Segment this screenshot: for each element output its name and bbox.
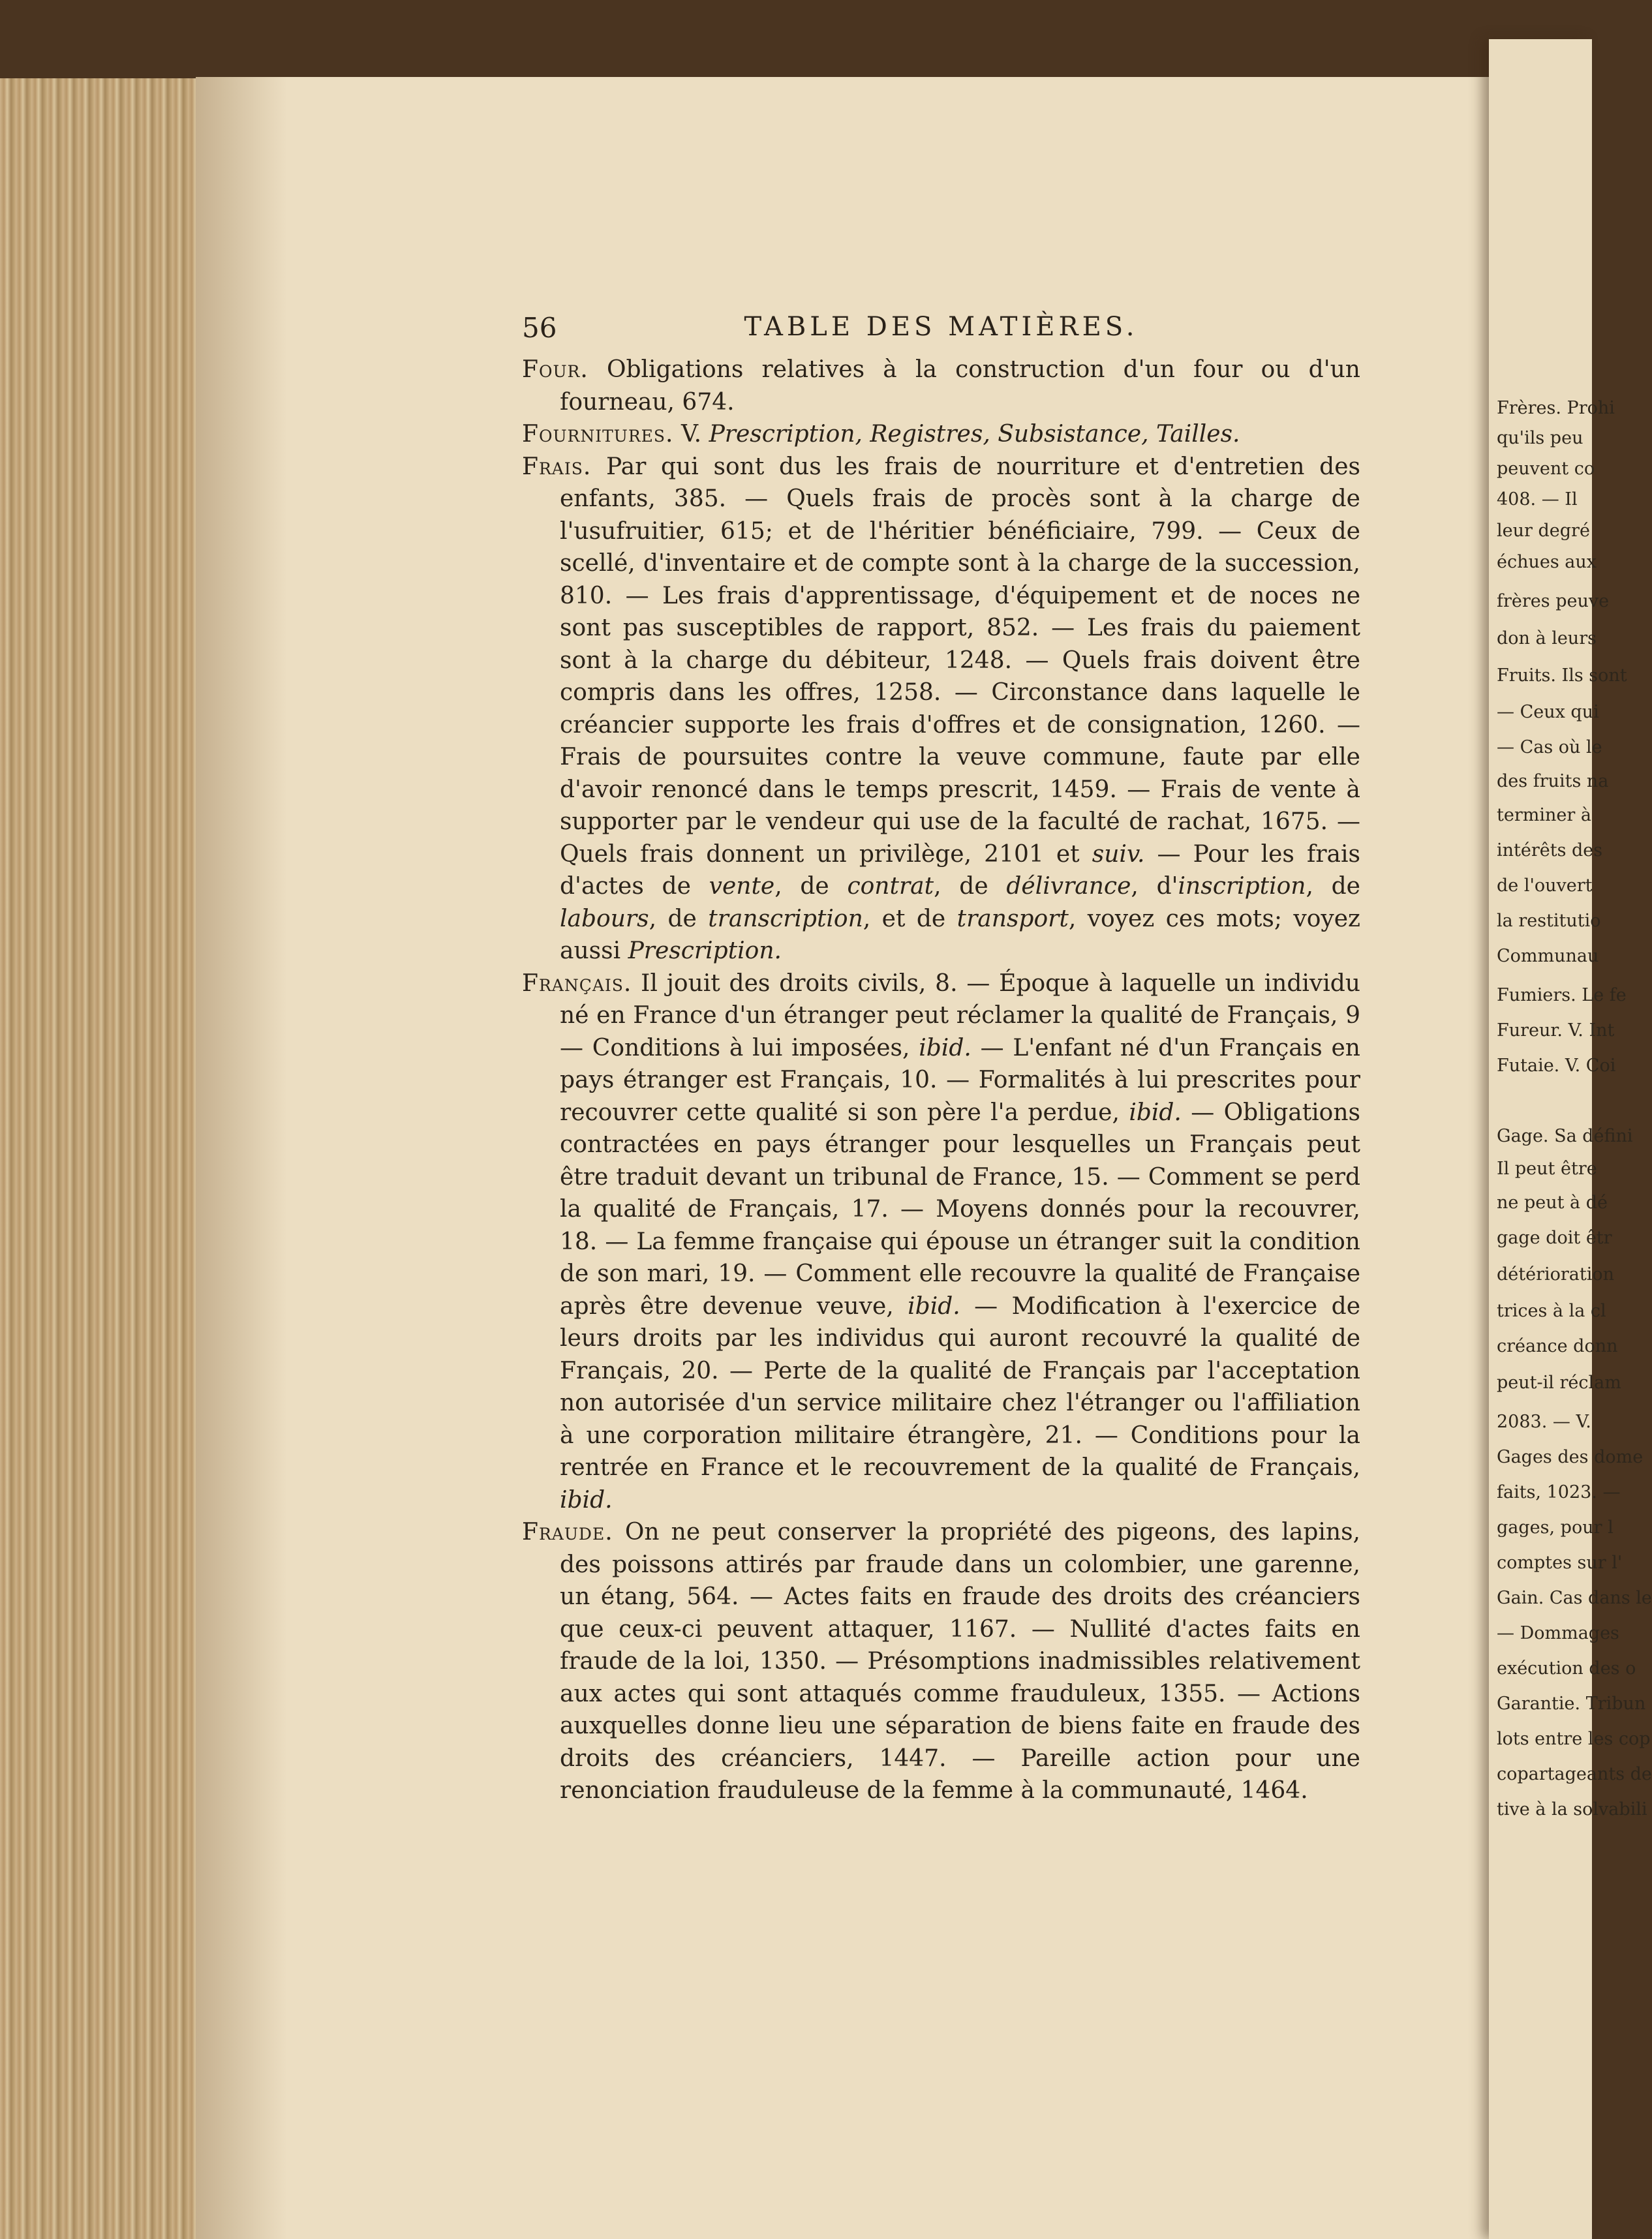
adjacent-fragment: copartageants de (1497, 1764, 1652, 1784)
adjacent-fragment: 2083. — V. (1497, 1412, 1591, 1432)
entry-headword: Frais. (522, 453, 592, 480)
entry-text: , de (934, 873, 1007, 900)
page-header (522, 312, 1360, 343)
adjacent-fragment: Communau (1497, 946, 1599, 966)
index-entry-four (522, 354, 1360, 418)
index-entry-fraude (522, 1516, 1360, 1807)
entry-text: On ne peut conserver la propriété des pigeons, des lapins, des poissons attirés par fraude dans un colombier, une garenne, un étang, 564. — Actes faits en fraude des droits des créanciers que ceux-ci peuvent attaquer, 1167. — Nullité d'actes faits en fraude de la loi, 1350. — Présomptions inadmissibles relativement aux actes qui sont attaqués comme frauduleux, 1355. — Actions auxquelles donne lieu une séparation de biens faite en fraude des droits des créanciers, 1447. — Pareille action pour une renonciation frauduleuse de la femme à la communauté, 1464. (560, 1519, 1360, 1804)
adjacent-fragment: intérêts des (1497, 840, 1603, 861)
index-entry-francais (522, 967, 1360, 1517)
adjacent-fragment: la restitutio (1497, 911, 1601, 931)
adjacent-fragment: créance donn (1497, 1336, 1618, 1356)
index-entry-fournitures (522, 418, 1360, 451)
entry-italic-text: Prescription, Registres, Subsistance, Tailles. (709, 421, 1240, 448)
adjacent-fragment: Gage. Sa défini (1497, 1126, 1633, 1146)
entry-text: — Modification à l'exercice de leurs droits par les individus qui auront recouvré la qualité de Français, 20. — Perte de la qualité de Français par l'acceptation non autorisée d'un service militaire chez l'étranger ou l'affiliation à une corporation militaire étrangère, 21. — Conditions pour la rentrée en France et le recouvrement de la qualité de Français, (560, 1292, 1361, 1481)
entry-italic-text: labours (560, 905, 649, 932)
adjacent-fragment: don à leurs (1497, 628, 1597, 648)
adjacent-fragment: Fureur. V. Int (1497, 1020, 1615, 1041)
entry-text: — L'enfant né d'un Français en pays étranger est Français, 10. — Formalités à lui prescrites pour recouvrer cette qualité si son père l'a perdue, (560, 1034, 1360, 1126)
adjacent-fragment: — Ceux qui (1497, 702, 1599, 722)
adjacent-fragment: Gages des dome (1497, 1447, 1644, 1467)
entry-text: , et de (863, 905, 957, 932)
adjacent-fragment: Il peut être (1497, 1159, 1597, 1179)
entry-headword: Fournitures. (522, 421, 674, 448)
entry-italic-text: ibid. (1129, 1099, 1182, 1126)
adjacent-fragment: Fumiers. Le fe (1497, 985, 1627, 1005)
entry-headword: Français. (522, 969, 632, 997)
adjacent-fragment: frères peuve (1497, 591, 1610, 611)
adjacent-fragment: exécution des o (1497, 1658, 1636, 1679)
entry-text: , voyez ces mots; voyez aussi (560, 905, 1361, 964)
entry-italic-text: ibid. (560, 1486, 613, 1514)
adjacent-fragment: Gain. Cas dans le (1497, 1588, 1652, 1608)
adjacent-fragment: de l'ouvert (1497, 876, 1593, 896)
entry-text: Par qui sont dus les frais de nourriture et d'entretien des enfants, 385. — Quels frais de procès sont à la charge de l'usufruitier, 615; et de l'héritier bénéficiaire, 799. — Ceux de scellé, d'inventaire et de compte sont à la charge de la succession, 810. — Les frais d'apprentissage, d'équipement et de noces ne sont pas susceptibles de rapport, 852. — Les frais du paiement sont à la charge du débiteur, 1248. — Quels frais doivent être compris dans les offres, 1258. — Circonstance dans laquelle le créancier supporte les frais d'offres et de consignation, 1260. — Frais de poursuites contre la veuve commune, faute par elle d'avoir renoncé dans le temps prescrit, 1459. — Frais de vente à supporter par le vendeur qui use de la faculté de rachat, 1675. — Quels frais donnent un privilège, 2101 et (560, 453, 1360, 868)
running-title: TABLE DES MATIÈRES. (744, 312, 1139, 342)
index-entry-frais (522, 451, 1360, 967)
entry-text: , de (1306, 873, 1360, 900)
adjacent-fragment: Fruits. Ils sont (1497, 665, 1627, 686)
adjacent-fragment: — Dommages (1497, 1623, 1619, 1643)
adjacent-fragment: gages, pour l (1497, 1517, 1614, 1538)
entry-italic-text: contrat (847, 873, 934, 900)
entry-text: , de (649, 905, 709, 932)
adjacent-fragment: faits, 1023. — (1497, 1482, 1621, 1502)
adjacent-fragment: — Cas où le (1497, 737, 1602, 757)
entry-italic-text: délivrance (1006, 873, 1131, 900)
adjacent-fragment: comptes sur l' (1497, 1553, 1623, 1573)
entry-text: — Pour les frais d'actes de (560, 840, 1360, 900)
adjacent-fragment: trices à la cl (1497, 1301, 1606, 1321)
adjacent-fragment: peut-il réclam (1497, 1373, 1621, 1393)
adjacent-fragment: détérioration (1497, 1264, 1615, 1285)
entry-italic-text: Prescription. (628, 937, 782, 964)
entry-italic-text: vente (709, 873, 775, 900)
gutter-shadow (196, 77, 287, 2239)
adjacent-fragment: échues aux (1497, 552, 1597, 572)
adjacent-fragment: des fruits na (1497, 771, 1609, 791)
adjacent-fragment: peuvent co (1497, 459, 1595, 479)
adjacent-fragment: Frères. Prohi (1497, 398, 1615, 418)
entry-italic-text: transcription (708, 905, 863, 932)
index-text (522, 354, 1360, 1807)
page-number: 56 (522, 312, 557, 344)
entry-text: , de (774, 873, 848, 900)
adjacent-fragment: Futaie. V. Coi (1497, 1056, 1616, 1076)
adjacent-fragment: 408. — Il (1497, 489, 1578, 510)
entry-text: , d' (1131, 873, 1178, 900)
entry-text: Obligations relatives à la construction d'un four ou d'un fourneau, 674. (560, 356, 1360, 416)
entry-italic-text: inscription (1178, 873, 1306, 900)
entry-italic-text: suiv. (1092, 840, 1145, 868)
entry-italic-text: ibid. (919, 1034, 971, 1061)
entry-italic-text: transport (956, 905, 1069, 932)
adjacent-fragment: leur degré (1497, 521, 1590, 541)
adjacent-fragment: lots entre les cop (1497, 1729, 1651, 1749)
entry-text: Il jouit des droits civils, 8. — Époque à laquelle un individu né en France d'un étranger peut réclamer la qualité de Français, 9 — Conditions à lui imposées, (560, 969, 1360, 1061)
adjacent-page (1489, 39, 1652, 2239)
adjacent-fragment: tive à la solvabili (1497, 1799, 1647, 1820)
entry-headword: Fraude. (522, 1519, 613, 1546)
entry-text: — Obligations contractées en pays étranger pour lesquelles un Français peut être traduit devant un tribunal de France, 15. — Comment se perd la qualité de Français, 17. — Moyens donnés pour la recouvrer, 18. — La femme française qui épouse un étranger suit la condition de son mari, 19. — Comment elle recouvre la qualité de Française après être devenue veuve, (560, 1099, 1361, 1320)
adjacent-fragment: qu'ils peu (1497, 428, 1583, 448)
adjacent-fragment: gage doit êtr (1497, 1228, 1612, 1248)
entry-headword: Four. (522, 356, 589, 383)
entry-italic-text: ibid. (908, 1292, 960, 1320)
book-page-edges (0, 78, 198, 2239)
adjacent-fragment: terminer à (1497, 805, 1591, 825)
entry-text: V. (673, 421, 709, 448)
adjacent-fragment: ne peut à dé (1497, 1193, 1608, 1213)
adjacent-fragment: Garantie. Tribun (1497, 1694, 1646, 1714)
